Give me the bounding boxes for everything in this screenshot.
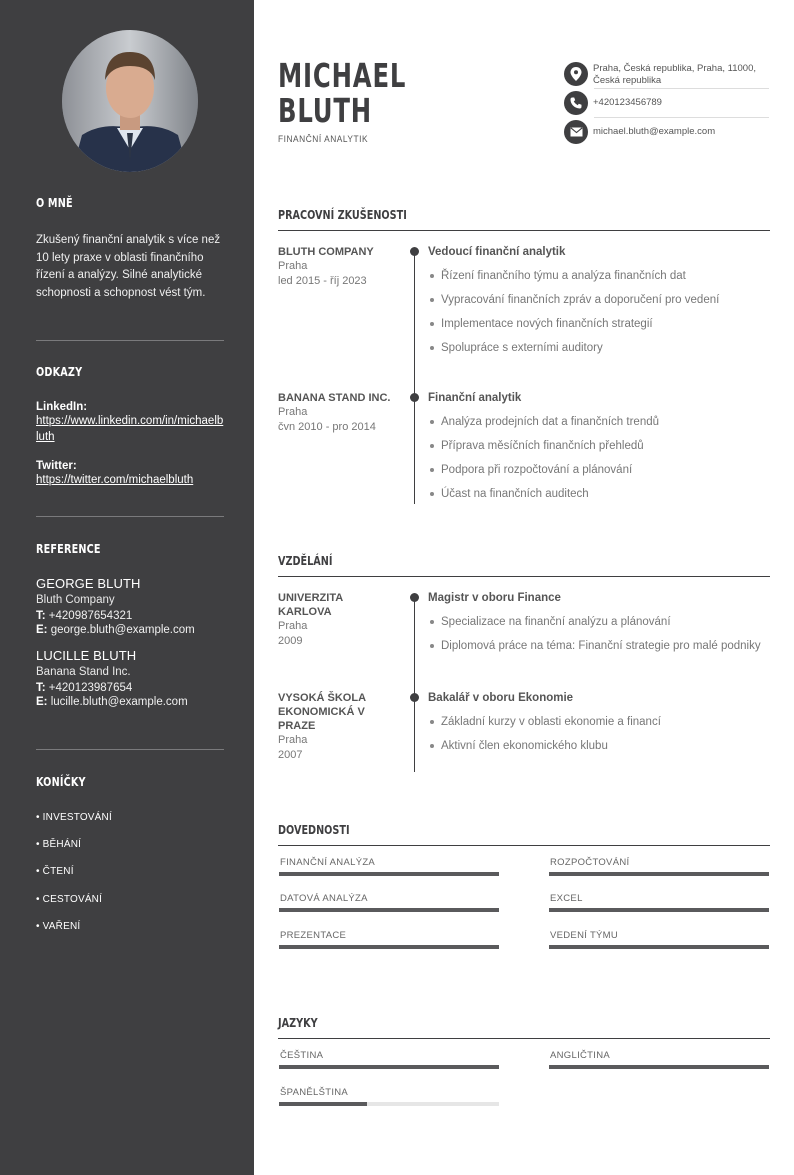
- date-range: led 2015 - říj 2023: [278, 274, 367, 287]
- name-line: MICHAEL: [278, 56, 407, 95]
- hobby-item: • ČTENÍ: [36, 866, 74, 878]
- skill-bar-fill: [279, 945, 499, 949]
- skill-label: VEDENÍ TÝMU: [550, 930, 619, 941]
- list-item: Účast na finančních auditech: [428, 487, 773, 511]
- skill-item: [549, 930, 769, 949]
- section-title: PRACOVNÍ ZKUŠENOSTI: [278, 207, 407, 222]
- reference-item: [36, 648, 224, 708]
- language-item: [279, 1050, 499, 1069]
- list-item: Základní kurzy v oblasti ekonomie a financí: [428, 715, 773, 739]
- skill-bar-fill: [549, 908, 769, 912]
- contact-address: [564, 62, 770, 87]
- references-section: [36, 541, 224, 708]
- hobby-item: • VAŘENÍ: [36, 920, 81, 932]
- timeline-line: [414, 252, 415, 504]
- company-city: Praha: [278, 260, 308, 272]
- timeline-dot: [410, 693, 419, 702]
- skill-bar: [549, 872, 769, 876]
- education-details: [428, 615, 773, 663]
- phone-value: +420987654321: [48, 610, 133, 622]
- language-bar: [279, 1065, 499, 1069]
- language-item: [279, 1087, 499, 1106]
- skill-bar: [279, 872, 499, 876]
- sidebar-divider: [36, 340, 224, 341]
- skill-bar: [279, 908, 499, 912]
- responsibility-list: [428, 269, 773, 365]
- language-bar-fill: [549, 1065, 769, 1069]
- school-name-line: UNIVERZITA: [278, 592, 344, 604]
- languages-heading: [278, 1014, 770, 1039]
- list-item: Příprava měsíčních finančních přehledů: [428, 439, 773, 463]
- skill-label: FINANČNÍ ANALÝZA: [280, 857, 376, 868]
- job-role: Vedoucí finanční analytik: [428, 246, 566, 258]
- email-icon: [564, 120, 588, 144]
- language-bar: [549, 1065, 769, 1069]
- hobbies-heading: KONÍČKY: [36, 774, 86, 789]
- contact-divider: [594, 88, 769, 89]
- links-section: [36, 364, 224, 488]
- list-item: Spolupráce s externími auditory: [428, 341, 773, 365]
- phone-label: T:: [36, 682, 46, 694]
- language-bar-fill: [279, 1102, 367, 1106]
- school-name-line: EKONOMICKÁ V: [278, 706, 365, 718]
- about-text: Zkušený finanční analytik s více než 10 lety praxe v oblasti finančního řízení a analýzy. Silné analytické schopnosti a schopnost vést tým.: [36, 234, 221, 299]
- responsibility-list: [428, 415, 773, 511]
- reference-phone: [36, 610, 224, 622]
- school-name-line: PRAZE: [278, 720, 316, 732]
- skill-label: DATOVÁ ANALÝZA: [280, 893, 368, 904]
- language-label: ČEŠTINA: [280, 1050, 324, 1061]
- skill-bar-fill: [549, 872, 769, 876]
- reference-company: Banana Stand Inc.: [36, 666, 131, 678]
- language-bar: [279, 1102, 499, 1106]
- skill-bar-fill: [549, 945, 769, 949]
- list-item: Implementace nových finančních strategií: [428, 317, 773, 341]
- sidebar-divider: [36, 749, 224, 750]
- skill-label: ROZPOČTOVÁNÍ: [550, 857, 630, 868]
- name-line: BLUTH: [278, 91, 372, 130]
- language-item: [549, 1050, 769, 1069]
- reference-email: [36, 624, 224, 636]
- hobbies-section: [36, 774, 224, 947]
- list-item: Podpora při rozpočtování a plánování: [428, 463, 773, 487]
- section-title: JAZYKY: [278, 1015, 318, 1030]
- email-link[interactable]: michael.bluth@example.com: [593, 126, 716, 137]
- reference-email: [36, 696, 224, 708]
- link-linkedin: [36, 401, 224, 445]
- list-item: Řízení finančního týmu a analýza finančních dat: [428, 269, 773, 293]
- sidebar: [0, 0, 254, 1175]
- portrait-image: [62, 30, 198, 172]
- graduation-year: 2009: [278, 634, 303, 647]
- reference-company: Bluth Company: [36, 594, 115, 606]
- school-name-line: VYSOKÁ ŠKOLA: [278, 692, 367, 704]
- timeline-line: [414, 598, 415, 772]
- timeline-dot: [410, 247, 419, 256]
- language-bar-fill: [279, 1065, 499, 1069]
- section-title: DOVEDNOSTI: [278, 822, 350, 837]
- skill-label: EXCEL: [550, 893, 583, 904]
- about-section: [36, 195, 224, 302]
- timeline-dot: [410, 593, 419, 602]
- list-item: Analýza prodejních dat a finančních trendů: [428, 415, 773, 439]
- reference-name: GEORGE BLUTH: [36, 576, 141, 591]
- job-role: Finanční analytik: [428, 392, 522, 404]
- contact-divider: [594, 117, 769, 118]
- contact-email: [564, 120, 770, 144]
- degree: Bakalář v oboru Ekonomie: [428, 692, 574, 704]
- reference-item: [36, 576, 224, 636]
- hobby-item: • CESTOVÁNÍ: [36, 893, 103, 905]
- school-name: [278, 591, 393, 619]
- section-title: VZDĚLÁNÍ: [278, 553, 333, 568]
- school-name: [278, 691, 393, 733]
- twitter-label: Twitter:: [36, 460, 77, 472]
- experience-heading: [278, 206, 770, 231]
- skill-bar: [549, 908, 769, 912]
- skill-bar-fill: [279, 908, 499, 912]
- email-value: lucille.bluth@example.com: [50, 696, 188, 708]
- list-item: Vypracování finančních zpráv a doporučení pro vedení: [428, 293, 773, 317]
- education-details: [428, 715, 773, 763]
- skill-item: [549, 857, 769, 876]
- about-heading: O MNĚ: [36, 195, 73, 210]
- person-name: [278, 58, 406, 128]
- skill-bar-fill: [279, 872, 499, 876]
- phone-icon: [564, 91, 588, 115]
- skill-item: [279, 893, 499, 912]
- reference-phone: [36, 682, 224, 694]
- link-twitter: [36, 460, 224, 488]
- job-title: FINANČNÍ ANALYTIK: [278, 134, 369, 145]
- language-label: ANGLIČTINA: [550, 1050, 611, 1061]
- school-city: Praha: [278, 620, 308, 632]
- company-name: BANANA STAND INC.: [278, 392, 391, 404]
- email-label: E:: [36, 696, 48, 708]
- location-icon: [564, 62, 588, 86]
- graduation-year: 2007: [278, 748, 303, 761]
- reference-name: LUCILLE BLUTH: [36, 648, 137, 663]
- skill-bar: [279, 945, 499, 949]
- email-value: george.bluth@example.com: [50, 624, 195, 636]
- skill-bar: [549, 945, 769, 949]
- linkedin-link[interactable]: https://www.linkedin.com/in/michaelbluth: [36, 415, 224, 443]
- phone-label: T:: [36, 610, 46, 622]
- company-city: Praha: [278, 406, 308, 418]
- skills-heading: [278, 821, 770, 846]
- degree: Magistr v oboru Finance: [428, 592, 561, 604]
- school-name-line: KARLOVA: [278, 606, 332, 618]
- language-label: ŠPANĚLŠTINA: [280, 1087, 349, 1098]
- skill-item: [279, 930, 499, 949]
- list-item: Diplomová práce na téma: Finanční strategie pro malé podniky: [428, 639, 773, 663]
- timeline-dot: [410, 393, 419, 402]
- contact-phone: [564, 91, 770, 115]
- skill-item: [279, 857, 499, 876]
- links-heading: ODKAZY: [36, 364, 83, 379]
- references-heading: REFERENCE: [36, 541, 101, 556]
- school-city: Praha: [278, 734, 308, 746]
- linkedin-label: LinkedIn:: [36, 401, 88, 413]
- date-range: čvn 2010 - pro 2014: [278, 420, 376, 433]
- hobby-item: • INVESTOVÁNÍ: [36, 812, 112, 823]
- profile-photo: [62, 30, 198, 172]
- company-name: BLUTH COMPANY: [278, 246, 374, 258]
- address-text: Praha, Česká republika, Praha, 11000, Česká republika: [593, 63, 757, 86]
- list-item: Specializace na finanční analýzu a plánování: [428, 615, 773, 639]
- phone-value: +420123987654: [48, 682, 133, 694]
- hobbies-list: [36, 811, 224, 947]
- skill-item: [549, 893, 769, 912]
- sidebar-divider: [36, 516, 224, 517]
- email-label: E:: [36, 624, 48, 636]
- phone-text: +420123456789: [593, 97, 662, 108]
- list-item: Aktivní člen ekonomického klubu: [428, 739, 773, 763]
- twitter-link[interactable]: https://twitter.com/michaelbluth: [36, 474, 194, 486]
- hobby-item: • BĚHÁNÍ: [36, 839, 82, 851]
- skill-label: PREZENTACE: [280, 930, 347, 941]
- education-heading: [278, 552, 770, 577]
